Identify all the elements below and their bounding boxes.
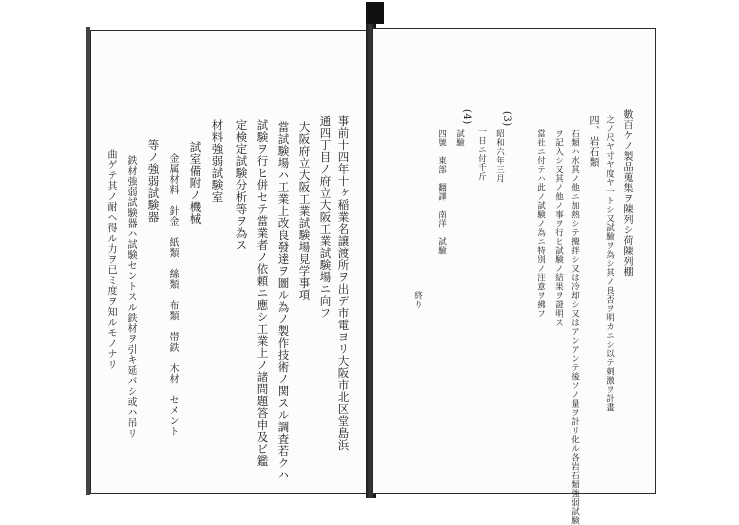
right-line-1: 數百ケノ製品蒐集ヲ陳列シ荷陳列棚 [621,109,632,277]
body-line-5: 試験ヲ行ヒ併セテ當業者ノ依頼ニ應シ工業上ノ諸問題答申及ビ鑑 [255,119,270,467]
right-areas-line: 四號 東部 翻譯 南洋 試驗 [436,129,447,255]
right-quantity: 一日ニ付千斤 [476,127,487,181]
right-line-6: 當社ニ付テハ此ノ試験ノ為ニ特別ノ注意ヲ拂フ [535,129,546,318]
right-number-3: (3) [501,111,512,127]
right-number-4: (4) [461,109,472,125]
body-line-1: 事前十四年十ヶ稲業名譲渡所ヲ出デ市電ヨリ大阪市北区堂島浜 [336,115,351,451]
binder-clip [366,2,384,24]
item-line: 金属材料 針金 紙類 絲類 布類 帯鉄 木材 セメント [167,153,178,437]
right-page [372,28,656,525]
body-line-2: 通四丁目ノ府立大阪工業試験場ニ向フ [318,115,333,319]
body-line-4: 當試験場ハ工業上改良發達ヲ圖ル為ノ製作技術ノ関スル調査若クハ [276,121,291,481]
sub-title: 試室備附ノ機械 [188,141,203,225]
right-date: 昭和六年三月 [494,129,505,183]
right-heading-rocks: 四、岩石類 [587,115,598,168]
right-line-2: 之ノ尺ヤ寸ヤ度ヤ一トシ又試驗ヲ為シ其ノ良否ヲ明カニシ以テ刺激ヲ計畫 [604,115,615,412]
right-line-4: 石類ハ水其ノ他ニ加熱シテ攪拌シ又は冷却シ又はアンアンテ後ソノ量ヲ計リ化ル各岩石類強弱試験 [569,129,580,525]
page-end-mark: 終り [412,291,423,309]
body-line-3: 大阪府立大阪工業試験場見学事項 [297,121,312,301]
right-line-5: ヲ記入シ又其ノ他ノ事ヲ行ヒ試験ノ結果ヲ證明ス [553,129,564,327]
device-line: 等ノ強弱試験器 [146,139,161,223]
section-title: 材料強弱試験室 [210,119,225,203]
left-page [90,30,370,494]
closing-line-1: 鉄材強弱試験器ハ試験セントスル鉄材ヲ引キ延バシ或ハ吊リ [125,155,136,439]
right-label: 試驗 [454,129,465,147]
body-line-6: 定検定試験分析等ヲ為ス [234,119,249,251]
closing-line-2: 曲ゲテ其ノ耐ヘ得ル力ヲ已ミ度ヲ知ルモノナリ [105,149,116,370]
